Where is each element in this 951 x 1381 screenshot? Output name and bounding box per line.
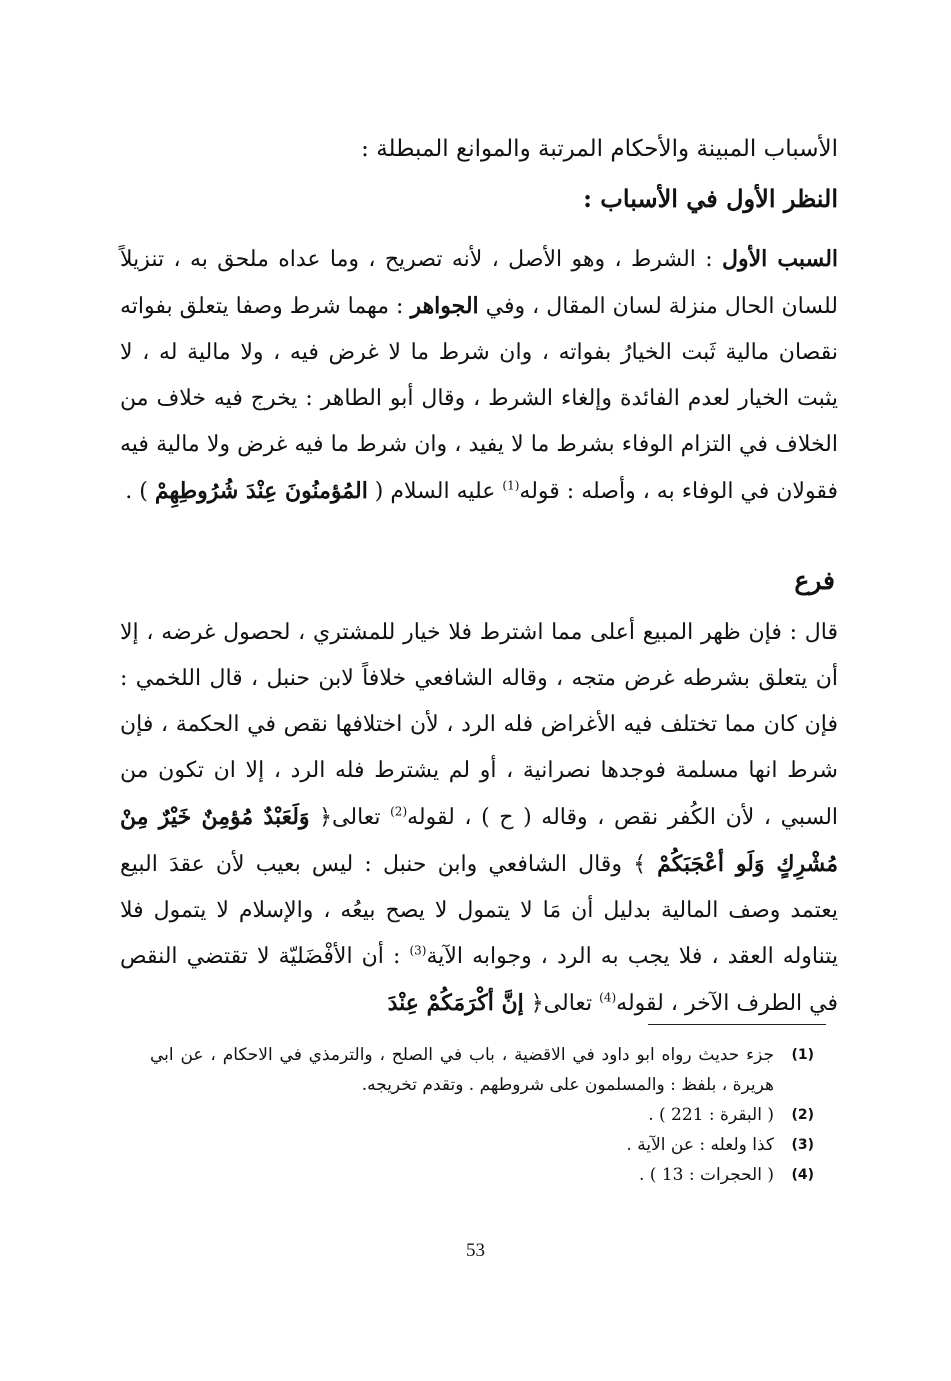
branch-title: فرع xyxy=(794,566,835,595)
footnote-text: كذا ولعله : عن الآية . xyxy=(626,1135,774,1155)
para2-text-2: تعالى﴿ xyxy=(309,805,391,830)
footnote-text: جزء حديث رواه ابو داود في الاقضية ، باب في الصلح ، والترمذي في الاحكام ، عن ابي هريرة ، بلفظ : والمسلمون على شروطهم . وتقدم تخريجه. xyxy=(150,1045,774,1095)
book-title-jawahir: الجواهر xyxy=(410,293,479,319)
para1-text-3: عليه السلام ( xyxy=(367,479,503,504)
footnote-ref-2[interactable]: (2) xyxy=(390,804,408,819)
footnote-number: (2) xyxy=(791,1107,814,1123)
para2-text-1: قال : فإن ظهر المبيع أعلى مما اشترط فلا خيار للمشتري ، لحصول غرضه ، إلا أن يتعلق بشرطه غرض متجه ، وقاله الشافعي خلافاً لابن حنبل ، قال اللخمي : فإن كان مما تختلف فيه الأغراض فله الرد ، لأن اختلافها نقص في الحكمة ، فإن شرط انها مسلمة فوجدها نصرانية ، أو لم يشترط فله الرد ، إلا ان تكون من السبي ، لأن الكُفر نقص ، وقاله ( ح ) ، لقوله xyxy=(120,620,839,830)
footnotes-section xyxy=(150,1040,814,1190)
footnote-divider xyxy=(648,1024,826,1025)
footnote-2 xyxy=(150,1100,814,1130)
footnote-3 xyxy=(150,1130,814,1160)
quran-quote-2: إنَّ أكْرَمَكُمْ عِنْدَ xyxy=(387,990,524,1016)
quran-quote-1: وَلَعَبْدٌ مُؤمِنٌ خَيْرٌ مِنْ مُشْرِكٍ وَلَو أعْجَبَكُمْ xyxy=(120,804,839,877)
footnote-ref-1[interactable]: (1) xyxy=(502,478,520,493)
paragraph-first-cause xyxy=(120,236,838,515)
section-title: النظر الأول في الأسباب : xyxy=(583,184,838,213)
paragraph-branch xyxy=(120,610,838,1027)
footnote-1 xyxy=(150,1040,814,1100)
footnote-ref-3[interactable]: (3) xyxy=(409,943,427,958)
intro-line: الأسباب المبينة والأحكام المرتبة والموانع المبطلة : xyxy=(361,136,838,162)
footnote-4 xyxy=(150,1160,814,1190)
hadith-quote: المُؤمنُونَ عِنْدَ شُرُوطِهِمْ xyxy=(154,478,368,504)
para2-text-4: : أن الأفْضَليّة لا تقتضي النقص في الطرف الآخر ، لقوله xyxy=(120,944,838,1016)
footnote-number: (4) xyxy=(791,1167,814,1183)
footnote-text: ( البقرة : 221 ) . xyxy=(648,1105,774,1125)
cause-lead: السبب الأول xyxy=(722,246,839,272)
page-number: 53 xyxy=(466,1240,485,1261)
para2-text-3: ﴾ وقال الشافعي وابن حنبل : ليس بعيب لأن عقدَ البيع يعتمد وصف المالية بدليل أن مَا لا يتمول لا يصح بيعُه ، والإسلام لا يتمول فلا يتناوله العقد ، فلا يجب به الرد ، وجوابه الآية xyxy=(120,852,839,969)
footnote-number: (1) xyxy=(791,1047,814,1063)
footnote-ref-4[interactable]: (4) xyxy=(599,990,617,1005)
para1-text-4: ) . xyxy=(125,479,155,504)
footnote-text: ( الحجرات : 13 ) . xyxy=(638,1165,774,1185)
para1-text-2: : مهما شرط وصفا يتعلق بفواته نقصان مالية ثَبت الخيارُ بفواته ، وان شرط ما لا غرض فيه ، ولا مالية له ، لا يثبت الخيار لعدم الفائدة وإلغاء الشرط ، وقال أبو الطاهر : يخرج فيه خلاف من الخلاف في التزام الوفاء بشرط ما لا يفيد ، وان شرط ما فيه غرض ولا مالية فيه فقولان في الوفاء به ، وأصله : قوله xyxy=(120,294,838,504)
para1-text-1: : الشرط ، وهو الأصل ، لأنه تصريح ، وما عداه ملحق به ، تنزيلاً للسان الحال منزلة لسان المقال ، وفي xyxy=(120,247,838,319)
para2-text-5: تعالى﴿ xyxy=(523,991,600,1016)
footnote-number: (3) xyxy=(791,1137,814,1153)
